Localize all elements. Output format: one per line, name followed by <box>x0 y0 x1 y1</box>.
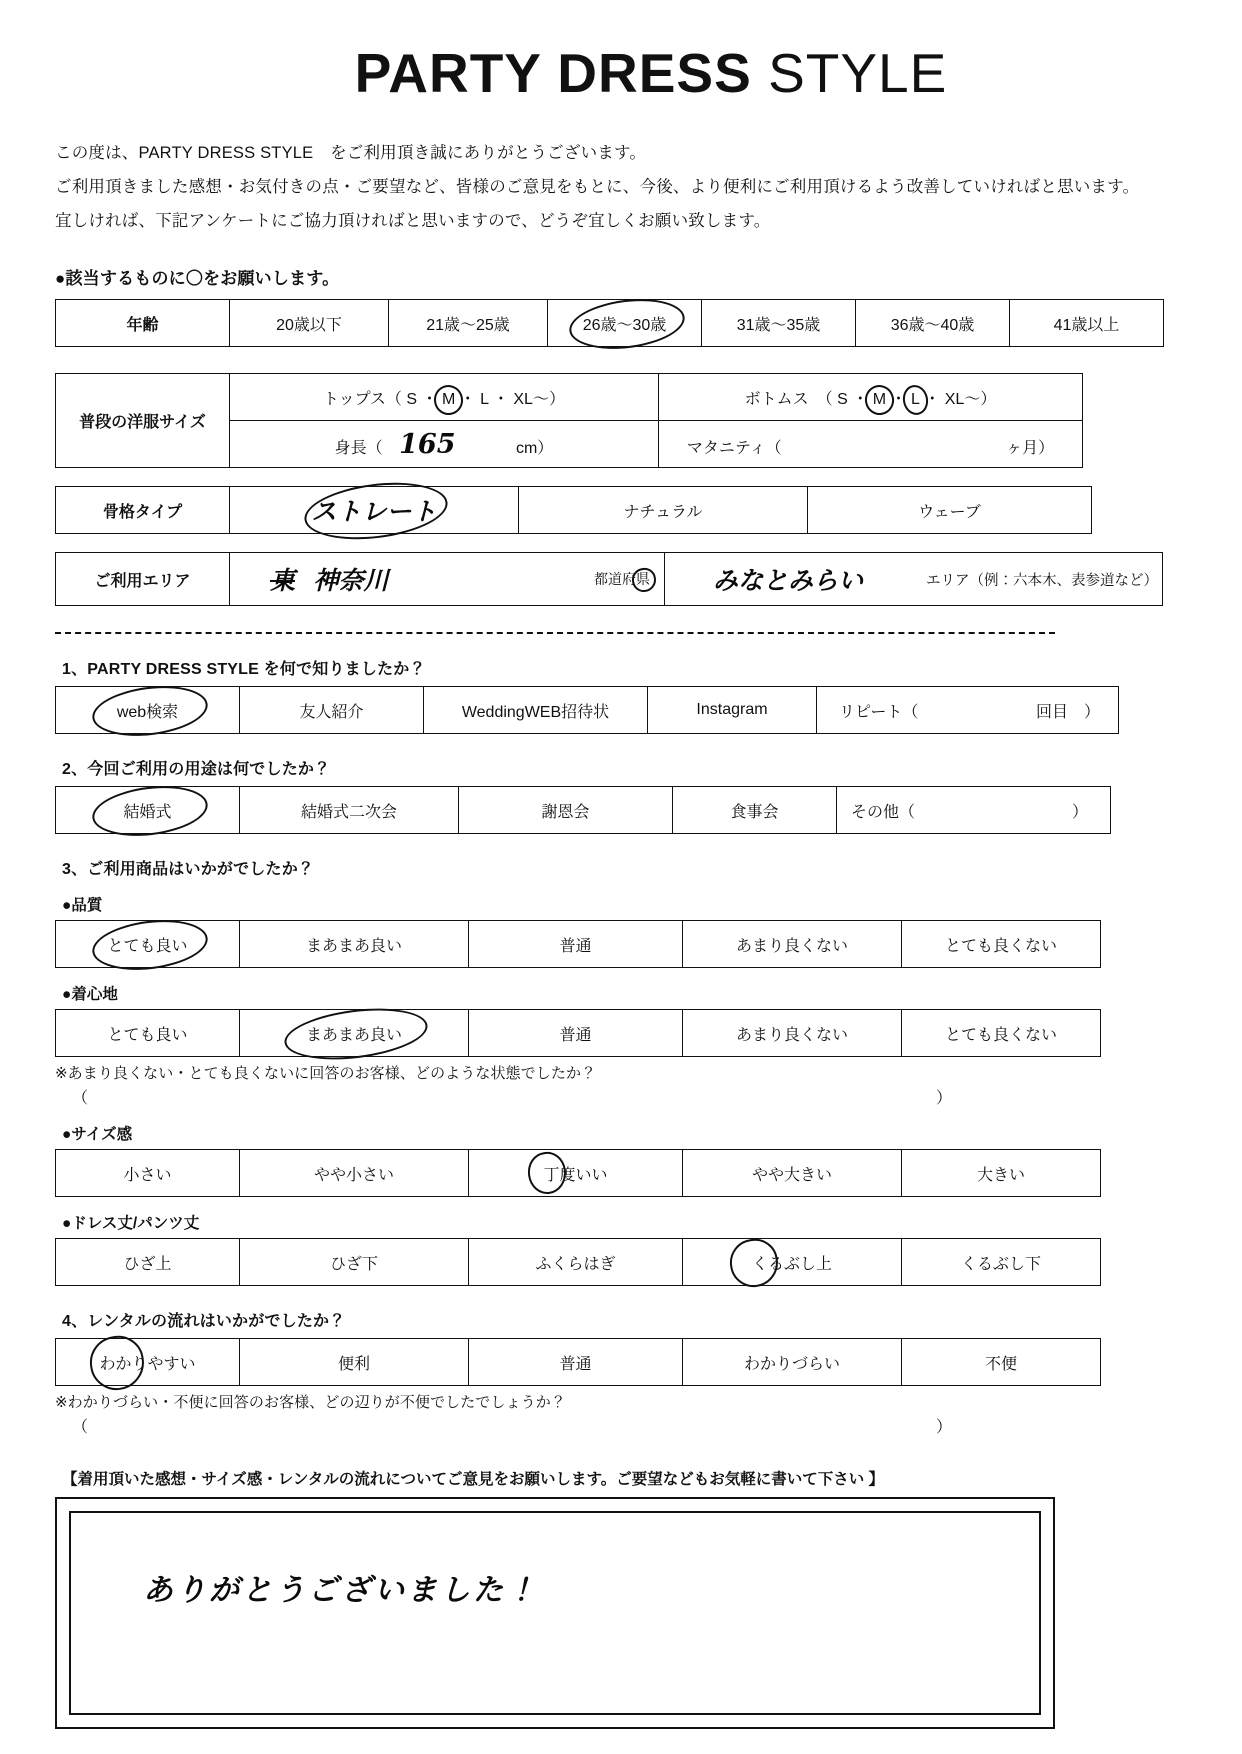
q1-option-1[interactable]: 友人紹介 <box>240 687 424 734</box>
q2-option-3[interactable]: 食事会 <box>673 787 837 834</box>
section-divider <box>55 632 1055 634</box>
comment-handwritten-text: ありがとうございました！ <box>143 1573 539 1609</box>
q3-fit-option-4[interactable]: 大きい <box>902 1150 1101 1197</box>
age-option-0[interactable]: 20歳以下 <box>230 300 389 347</box>
q4-options-table <box>55 1338 1101 1386</box>
q2-option-1[interactable]: 結婚式二次会 <box>240 787 459 834</box>
frame-option-0[interactable]: ストレート <box>230 487 519 534</box>
q3-quality-option-2[interactable]: 普通 <box>469 921 683 968</box>
prefecture-caption: 都道府県 <box>594 571 650 588</box>
usage-area-table <box>55 552 1163 606</box>
q1-repeat-cell[interactable]: リピート（ 回目 ） <box>817 687 1119 734</box>
area-caption: エリア（例：六本木、表参道など） <box>926 572 1158 589</box>
area-value: みなとみらい <box>713 566 864 596</box>
table-row <box>56 1339 1101 1386</box>
prefecture-cell[interactable] <box>230 553 665 606</box>
q3-fit-table <box>55 1149 1101 1197</box>
table-row <box>56 487 1092 534</box>
age-option-2[interactable]: 26歳〜30歳 <box>548 300 702 347</box>
clothing-size-label: 普段の洋服サイズ <box>56 374 230 468</box>
q3-length-option-1[interactable]: ひざ下 <box>240 1239 469 1286</box>
q4-option-4[interactable]: 不便 <box>902 1339 1101 1386</box>
q2-other-cell[interactable]: その他（ ） <box>837 787 1111 834</box>
intro-line-3: 宜しければ、下記アンケートにご協力頂ければと思いますので、どうぞ宜しくお願い致します。 <box>55 211 771 230</box>
q4-answer-line[interactable]: （ ） <box>72 1419 952 1437</box>
q1-options-table <box>55 686 1119 734</box>
comment-box-inner[interactable] <box>69 1511 1041 1715</box>
q3-length-option-4[interactable]: くるぶし下 <box>902 1239 1101 1286</box>
comment-heading: 【着用頂いた感想・サイズ感・レンタルの流れについてご意見をお願いします。ご要望などもお気軽に書いて下さい 】 <box>62 1471 885 1489</box>
q2-option-0[interactable]: 結婚式 <box>56 787 240 834</box>
comment-box-outer <box>55 1497 1055 1729</box>
table-row <box>56 374 1083 421</box>
age-option-1[interactable]: 21歳〜25歳 <box>389 300 548 347</box>
frame-option-2[interactable]: ウェーブ <box>808 487 1092 534</box>
table-row <box>56 1150 1101 1197</box>
prefecture-strikethrough: 東 <box>270 566 296 596</box>
bottoms-size-selected-l: L <box>910 390 920 408</box>
q1-option-2[interactable]: WeddingWEB招待状 <box>424 687 648 734</box>
q3-comfort-option-0[interactable]: とても良い <box>56 1010 240 1057</box>
tops-size-selected: M <box>441 390 456 408</box>
q3-length-option-0[interactable]: ひざ上 <box>56 1239 240 1286</box>
table-row <box>56 1239 1101 1286</box>
frame-type-label: 骨格タイプ <box>56 487 230 534</box>
brand-name-bold: PARTY DRESS <box>354 42 752 104</box>
clothing-size-table <box>55 373 1083 468</box>
q4-note: ※わかりづらい・不便に回答のお客様、どの辺りが不便でしたでしょうか？ <box>55 1394 566 1412</box>
brand-name-thin: STYLE <box>768 42 948 104</box>
tops-size-cell[interactable]: トップス（ S ・ M ・ L ・ XL〜） <box>230 374 659 421</box>
q1-option-0[interactable]: web検索 <box>56 687 240 734</box>
question-1-heading: 1、PARTY DRESS STYLE を何で知りましたか？ <box>62 661 426 679</box>
q3-quality-option-4[interactable]: とても良くない <box>902 921 1101 968</box>
q2-options-table <box>55 786 1111 834</box>
maternity-cell[interactable]: マタニティ（ ヶ月） <box>659 421 1083 468</box>
q3-comfort-option-4[interactable]: とても良くない <box>902 1010 1101 1057</box>
table-row <box>56 787 1111 834</box>
q3-length-option-2[interactable]: ふくらはぎ <box>469 1239 683 1286</box>
height-cell[interactable]: 身長（ 165 cm） <box>230 421 659 468</box>
q3-quality-label: ●品質 <box>62 897 103 915</box>
q3-quality-option-1[interactable]: まあまあ良い <box>240 921 469 968</box>
q3-quality-table <box>55 920 1101 968</box>
age-table <box>55 299 1164 347</box>
q3-length-option-3[interactable]: くるぶし上 <box>683 1239 902 1286</box>
q3-comfort-option-3[interactable]: あまり良くない <box>683 1010 902 1057</box>
q4-option-3[interactable]: わかりづらい <box>683 1339 902 1386</box>
age-option-5[interactable]: 41歳以上 <box>1010 300 1164 347</box>
usage-area-label: ご利用エリア <box>56 553 230 606</box>
question-3-heading: 3、ご利用商品はいかがでしたか？ <box>62 861 315 879</box>
q3-fit-option-3[interactable]: やや大きい <box>683 1150 902 1197</box>
age-option-3[interactable]: 31歳〜35歳 <box>702 300 856 347</box>
q3-comfort-note: ※あまり良くない・とても良くないに回答のお客様、どのような状態でしたか？ <box>55 1065 597 1083</box>
instruction-text: ●該当するものに〇をお願いします。 <box>55 269 340 289</box>
table-row <box>56 300 1164 347</box>
q3-comfort-table <box>55 1009 1101 1057</box>
table-row <box>56 1010 1101 1057</box>
table-row <box>56 921 1101 968</box>
q3-fit-option-1[interactable]: やや小さい <box>240 1150 469 1197</box>
question-2-heading: 2、今回ご利用の用途は何でしたか？ <box>62 761 331 779</box>
age-label: 年齢 <box>56 300 230 347</box>
bottoms-size-selected-m: M <box>872 390 887 408</box>
table-row <box>56 687 1119 734</box>
page-title <box>0 0 1242 104</box>
q3-fit-option-2[interactable]: 丁度いい <box>469 1150 683 1197</box>
q3-comfort-option-1[interactable]: まあまあ良い <box>240 1010 469 1057</box>
q3-fit-option-0[interactable]: 小さい <box>56 1150 240 1197</box>
q4-option-2[interactable]: 普通 <box>469 1339 683 1386</box>
q3-comfort-label: ●着心地 <box>62 986 118 1004</box>
bottoms-size-cell[interactable]: ボトムス （ S ・ M ・ L ・ XL〜） <box>659 374 1083 421</box>
prefecture-value: 神奈川 <box>313 566 389 596</box>
frame-option-1[interactable]: ナチュラル <box>519 487 808 534</box>
q3-quality-option-3[interactable]: あまり良くない <box>683 921 902 968</box>
q3-comfort-option-2[interactable]: 普通 <box>469 1010 683 1057</box>
frame-type-table <box>55 486 1092 534</box>
question-4-heading: 4、レンタルの流れはいかがでしたか？ <box>62 1313 346 1331</box>
intro-paragraph <box>55 137 1242 238</box>
q4-option-1[interactable]: 便利 <box>240 1339 469 1386</box>
area-cell[interactable] <box>665 553 1163 606</box>
q3-length-table <box>55 1238 1101 1286</box>
intro-line-1: この度は、PARTY DRESS STYLE をご利用頂き誠にありがとうございます。 <box>55 144 647 162</box>
intro-line-2: ご利用頂きました感想・お気付きの点・ご要望など、皆様のご意見をもとに、今後、より便利にご利用頂けるよう改善していければと思います。 <box>55 177 1140 196</box>
q4-option-0[interactable]: わかりやすい <box>56 1339 240 1386</box>
q3-comfort-answer-line[interactable]: （ ） <box>72 1090 952 1108</box>
q3-length-label: ●ドレス丈/パンツ丈 <box>62 1215 200 1233</box>
height-value: 165 <box>399 428 456 460</box>
age-option-4[interactable]: 36歳〜40歳 <box>856 300 1010 347</box>
table-row <box>56 553 1163 606</box>
q3-fit-label: ●サイズ感 <box>62 1126 133 1144</box>
q1-option-3[interactable]: Instagram <box>648 687 817 734</box>
q3-quality-option-0[interactable]: とても良い <box>56 921 240 968</box>
q2-option-2[interactable]: 謝恩会 <box>459 787 673 834</box>
